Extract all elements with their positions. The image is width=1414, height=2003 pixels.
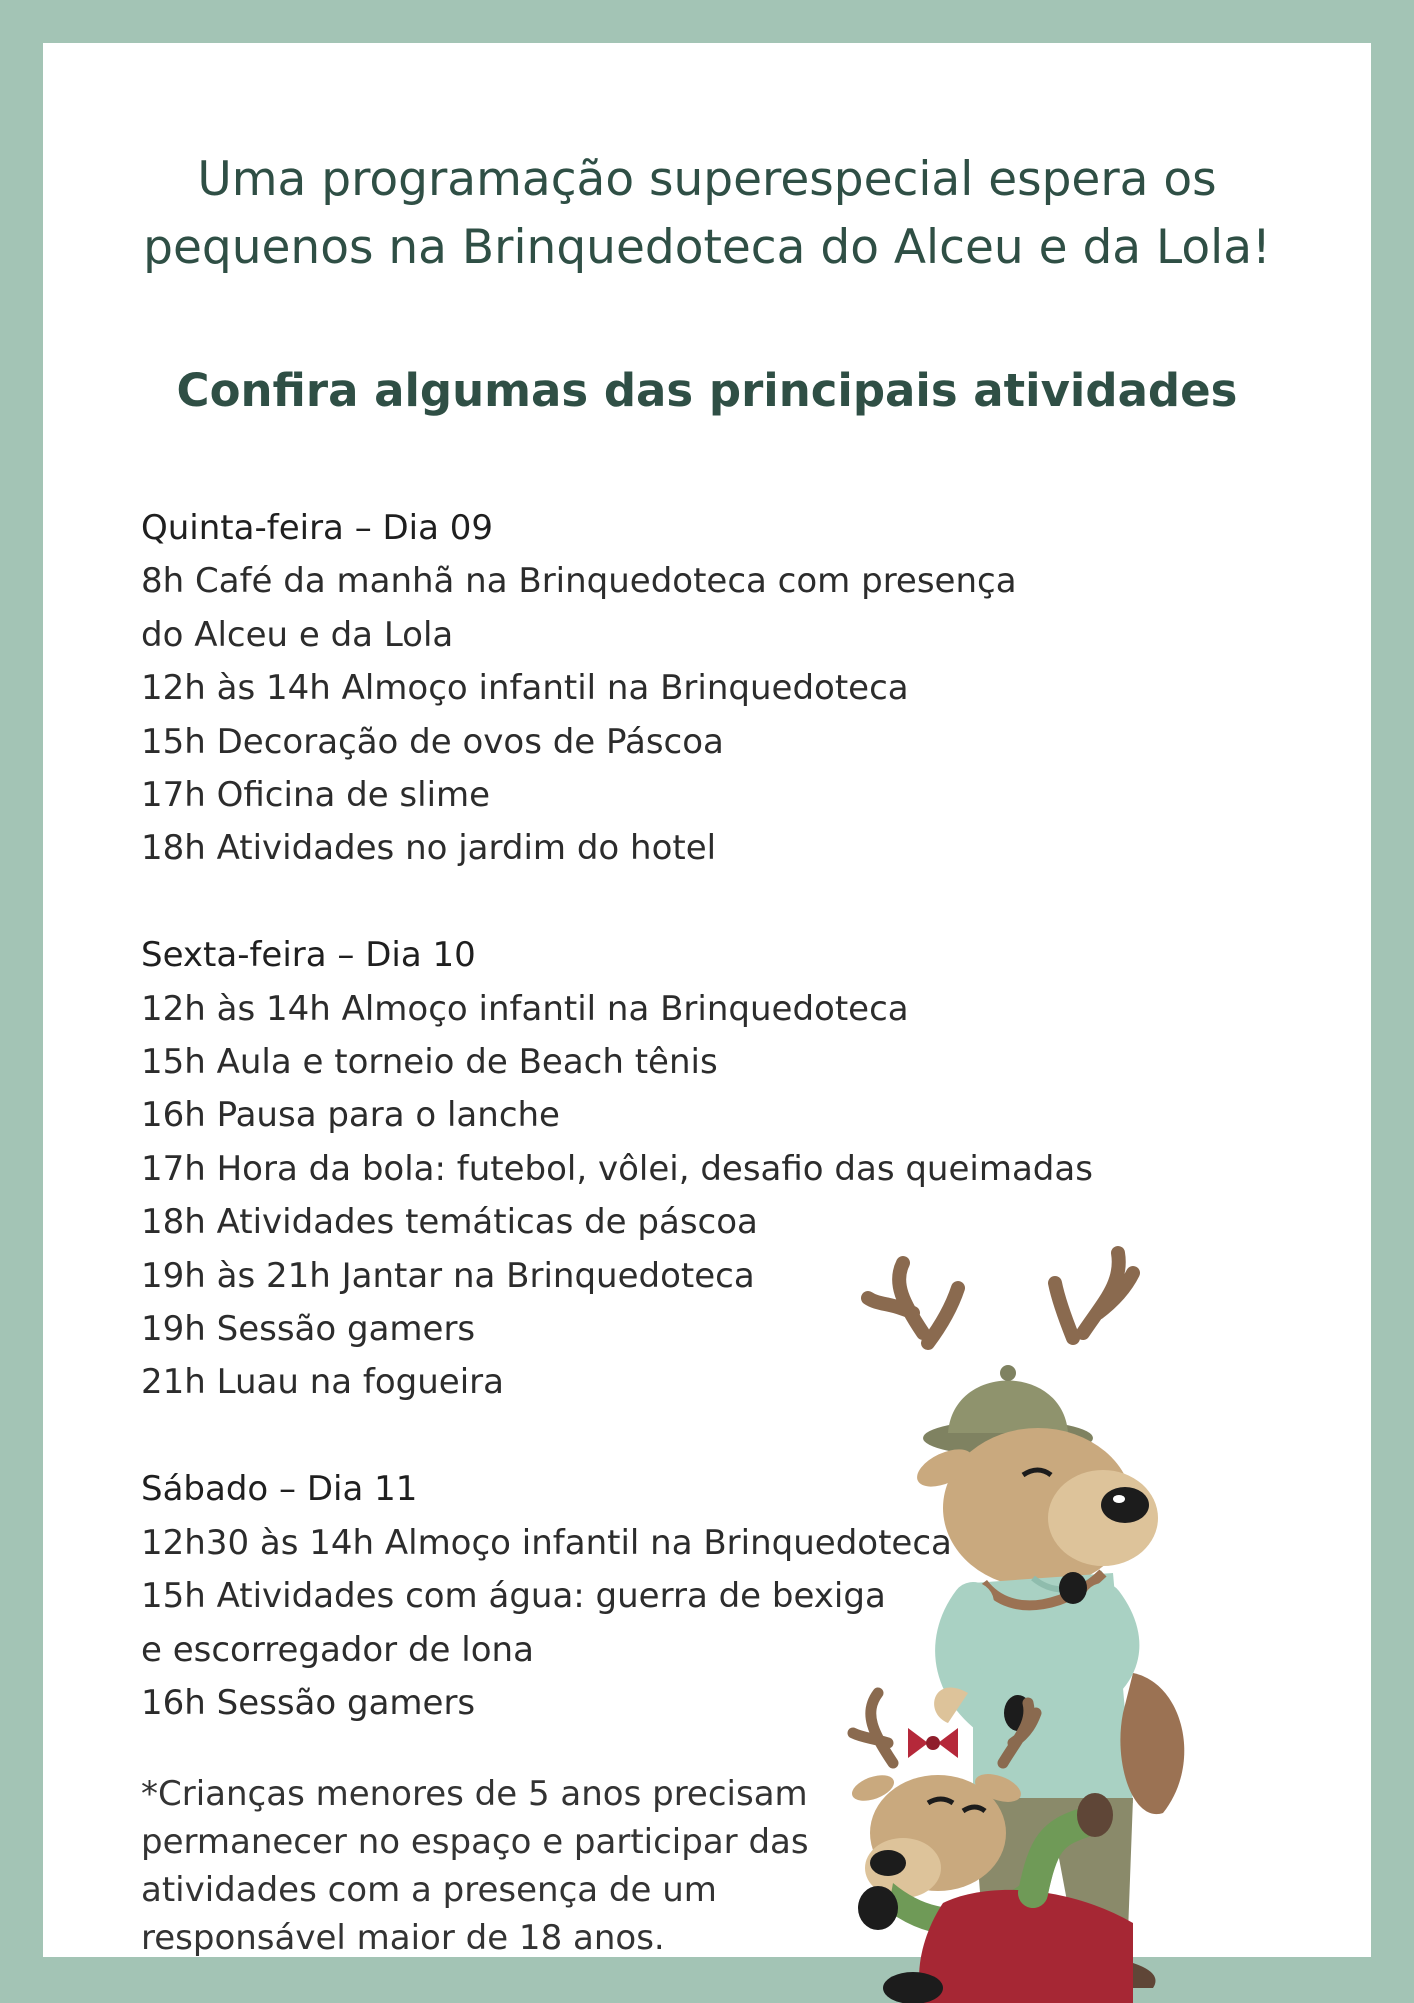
activity-line: 17h Hora da bola: futebol, vôlei, desafio das queimadas	[141, 1148, 1093, 1189]
activity-line: 12h às 14h Almoço infantil na Brinquedoteca	[141, 988, 909, 1029]
activity-line: 15h Atividades com água: guerra de bexiga	[141, 1576, 886, 1617]
day-title: Sábado – Dia 11	[141, 1469, 418, 1510]
activity-line: 18h Atividades temáticas de páscoa	[141, 1202, 758, 1243]
note-line: *Crianças menores de 5 anos precisam	[141, 1774, 808, 1814]
activity-line: 18h Atividades no jardim do hotel	[141, 828, 717, 869]
activity-line: 16h Sessão gamers	[141, 1682, 476, 1723]
activities-subtitle: Confira algumas das principais atividades	[176, 364, 1238, 417]
headline	[43, 146, 1371, 282]
activity-line: 17h Oficina de slime	[141, 775, 491, 816]
activity-line: 8h Café da manhã na Brinquedoteca com presença	[141, 561, 1017, 602]
activity-line: 21h Luau na fogueira	[141, 1362, 504, 1403]
day-title: Sexta-feira – Dia 10	[141, 935, 476, 976]
headline-line: pequenos na Brinquedoteca do Alceu e da Lola!	[143, 220, 1271, 275]
note-line: atividades com a presença de um	[141, 1870, 717, 1910]
activity-line: 12h30 às 14h Almoço infantil na Brinquedoteca	[141, 1522, 952, 1563]
flyer-page	[43, 43, 1371, 1957]
activity-line: e escorregador de lona	[141, 1629, 534, 1670]
activity-line: 12h às 14h Almoço infantil na Brinquedoteca	[141, 668, 909, 709]
activity-line: do Alceu e da Lola	[141, 614, 454, 655]
day-thursday	[141, 502, 1141, 876]
activity-line: 19h às 21h Jantar na Brinquedoteca	[141, 1255, 755, 1296]
note-line: permanecer no espaço e participar das	[141, 1822, 809, 1862]
reindeer-illustration	[833, 1243, 1373, 2003]
activity-line: 15h Aula e torneio de Beach tênis	[141, 1042, 718, 1083]
headline-line: Uma programação superespecial espera os	[197, 152, 1217, 207]
age-note	[141, 1770, 861, 1962]
activity-line: 15h Decoração de ovos de Páscoa	[141, 721, 724, 762]
day-title: Quinta-feira – Dia 09	[141, 508, 494, 548]
note-line: responsável maior de 18 anos.	[141, 1918, 665, 1958]
activity-line: 19h Sessão gamers	[141, 1309, 476, 1350]
activity-line: 16h Pausa para o lanche	[141, 1095, 560, 1136]
